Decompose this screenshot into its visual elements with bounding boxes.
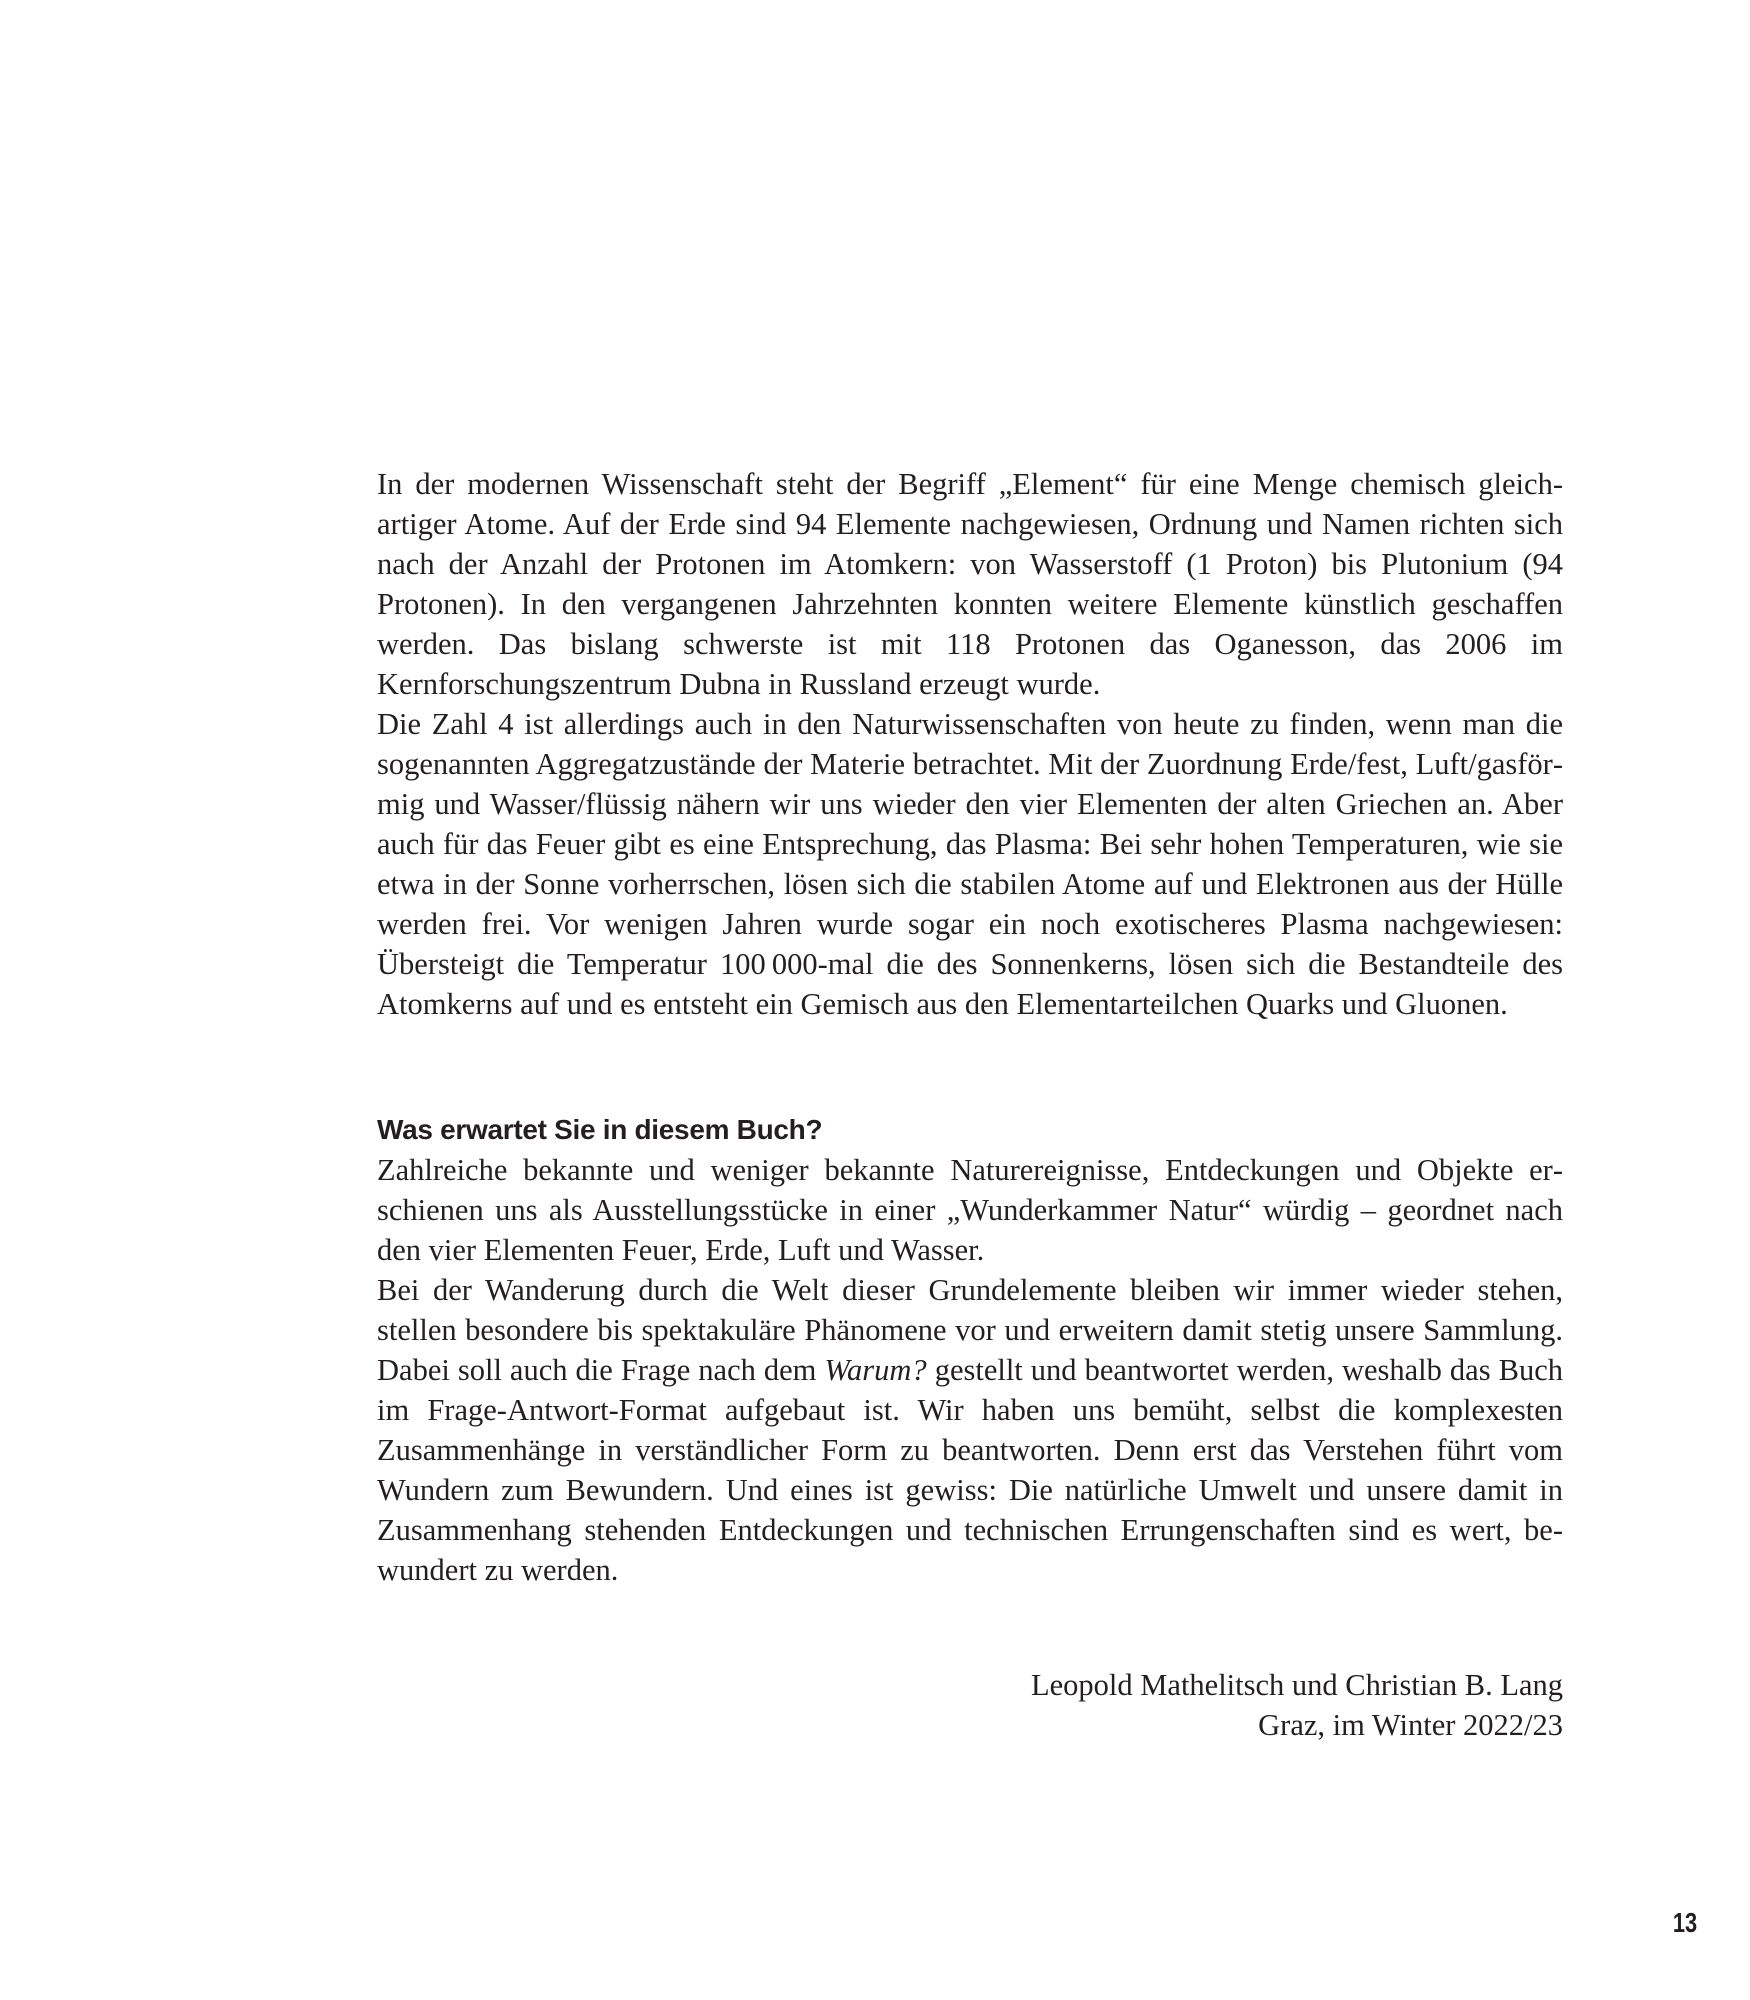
signature-place-date: Graz, im Winter 2022/23 [1258, 1708, 1563, 1742]
book-overview-section [377, 1110, 1563, 1590]
intro-paragraph-2: Die Zahl 4 ist allerdings auch in den Naturwissenschaften von heute zu finden, wenn man die sogenannten Aggregatzustände der Materie betrachtet. Mit der Zuordnung Erde/fest, Luft/gasförmig und Wasser/flüssig nähern wir uns wieder den vier Elementen der alten Griechen an. Aber auch für das Feuer gibt es eine Entsprechung, das Plasma: Bei sehr hohen Temperaturen, wie sie etwa in der Sonne vorherrschen, lösen sich die stabilen Atome auf und Elektronen aus der Hülle werden frei. Vor wenigen Jahren wurde sogar ein noch exotischeres Plasma nachgewiesen: Übersteigt die Temperatur 100 000-mal die des Sonnenkerns, lösen sich die Bestandteile des Atomkerns auf und es entsteht ein Gemisch aus den Elementarteilchen Quarks und Gluonen. [377, 707, 1563, 1021]
section-heading: Was erwartet Sie in diesem Buch? [377, 1114, 823, 1145]
signature-authors: Leopold Mathelitsch und Christian B. Lang [1031, 1668, 1563, 1702]
intro-text-block [377, 464, 1563, 1024]
section-paragraph-2-italic: Warum? [824, 1353, 927, 1387]
page-number: 13 [1672, 1907, 1697, 1938]
section-paragraph-2-part-2: gestellt und beantwortet werden, weshalb das Buch im Frage-Antwort-Format aufgebaut ist. Wir haben uns bemüht, selbst die komplexesten Zusammenhänge in verständlicher Form zu beantworten. Denn erst das Verstehen führt vom Wundern zum Bewundern. Und eines ist gewiss: Die natürliche Umwelt und unsere damit in Zusammenhang stehenden Entdeckungen und technischen Errungenschaften sind es wert, bewundert zu werden. [377, 1353, 1563, 1587]
section-paragraph-1: Zahlreiche bekannte und weniger bekannte Naturereignisse, Entdeckungen und Objekte erschienen uns als Ausstellungsstücke in einer „Wunderkammer Natur“ würdig – geordnet nach den vier Elementen Feuer, Erde, Luft und Wasser. [377, 1153, 1563, 1267]
signature-block [377, 1665, 1563, 1745]
intro-paragraph-1: In der modernen Wissenschaft steht der Begriff „Element“ für eine Menge chemisch gleichartiger Atome. Auf der Erde sind 94 Elemente nachgewiesen, Ordnung und Namen richten sich nach der Anzahl der Protonen im Atomkern: von Wasserstoff (1 Proton) bis Plutonium (94 Protonen). In den vergangenen Jahrzehnten konnten weitere Elemente künstlich geschaffen werden. Das bislang schwerste ist mit 118 Protonen das Oganesson, das 2006 im Kernforschungszentrum Dubna in Russland erzeugt wurde. [377, 467, 1563, 701]
section-paragraph-2 [377, 1270, 1563, 1590]
section-paragraph-2-part-1: Bei der Wanderung durch die Welt dieser Grundelemente bleiben wir immer wieder stehen, stellen besondere bis spektakuläre Phänomene vor und erweitern damit stetig unsere Sammlung. Dabei soll auch die Frage nach dem [377, 1273, 1563, 1387]
